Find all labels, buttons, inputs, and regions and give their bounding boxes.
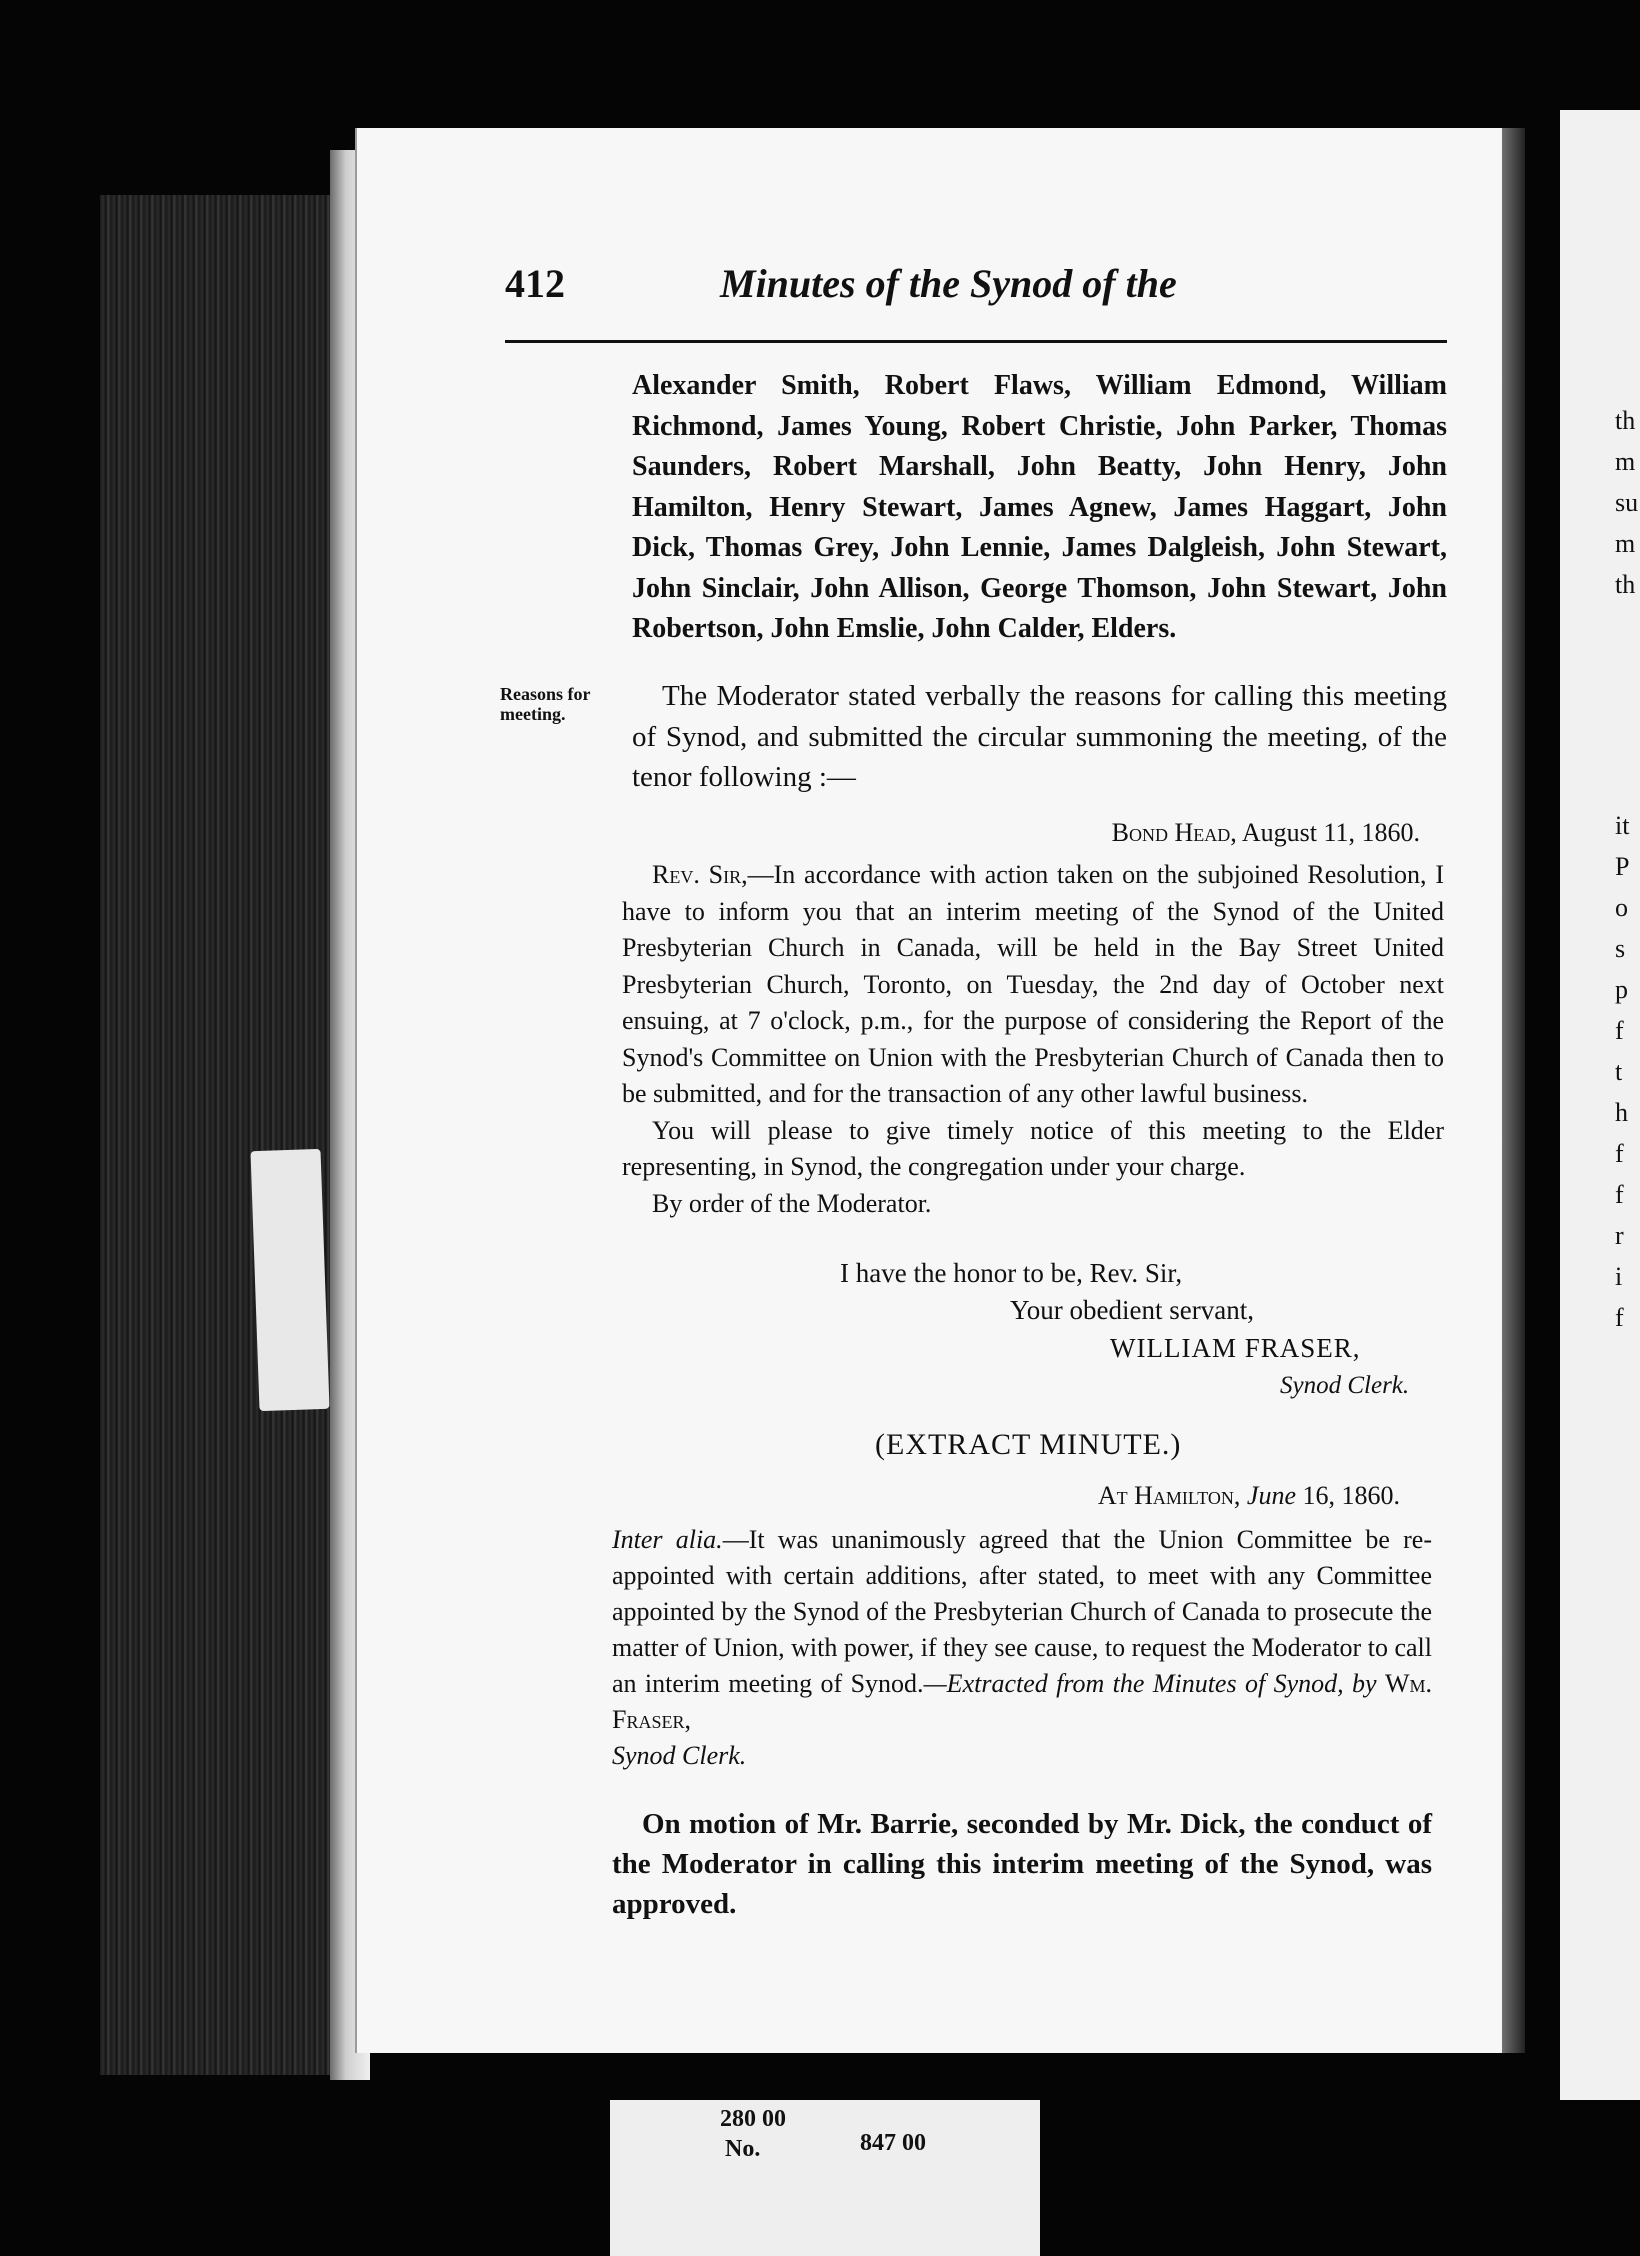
adjacent-page-letter: m (1615, 529, 1636, 558)
adjacent-page-letter: s (1615, 934, 1626, 963)
extract-place: At Hamilton, (1097, 1481, 1241, 1510)
letter-body-3: By order of the Moderator. (652, 1188, 932, 1218)
extract-attribution-title: Synod Clerk. (612, 1741, 747, 1770)
extract-minute (612, 1522, 1432, 1774)
elders-list-paragraph: Alexander Smith, Robert Flaws, William Edmond, William Richmond, James Young, Robert Christie, John Parker, Thomas Saunders, Robert Marshall, John Beatty, John Henry, John Hamilton, Henry Stewart, James Agnew, James Haggart, John Dick, Thomas Grey, John Lennie, James Dalgleish, John Stewart, John Sinclair, John Allison, George Thomson, John Stewart, John Robertson, John Emslie, John Calder, Elders. (632, 370, 1447, 644)
extract-dateline (700, 1481, 1400, 1511)
adjacent-page-letter: m (1615, 447, 1636, 476)
adjacent-page-letter: i (1615, 1262, 1623, 1291)
letter-body-2: You will please to give timely notice of this meeting to the Elder representing, in Synod, the congregation under your charge. (622, 1115, 1444, 1181)
margin-note: Reasons for meeting. (500, 684, 591, 724)
letter-closing-2: Your obedient servant, (1010, 1295, 1254, 1325)
stub-figure-3: No. (725, 2136, 761, 2162)
extract-attribution: —Extracted from the Minutes of Synod, by (923, 1669, 1377, 1698)
running-title: Minutes of the Synod of the (720, 261, 1177, 306)
circular-letter (622, 857, 1444, 1222)
adjacent-page-letter: it (1615, 811, 1630, 840)
adjacent-page-letter: p (1615, 975, 1628, 1004)
extract-heading: (EXTRACT MINUTE.) (875, 1428, 1182, 1461)
extract-month: June (1246, 1481, 1296, 1510)
extract-body: —It was unanimously agreed that the Union Committee be re-appointed with certain additions, after stated, to meet with any Committee appointed by the Synod of the Presbyterian Church of Canada to prosecute the matter of Union, with power, if they see cause, to request the Moderator to call an interim meeting of Synod. (612, 1525, 1432, 1698)
adjacent-page-letter: f (1615, 1016, 1624, 1045)
inserted-slip (250, 1149, 329, 1411)
adjacent-page-text (1615, 400, 1640, 1338)
adjacent-page-letter: su (1615, 488, 1639, 517)
stub-figure-2: 847 00 (860, 2130, 926, 2156)
letter-place: Bond Head, (1111, 818, 1237, 847)
adjacent-page-letter: h (1615, 1098, 1628, 1127)
letter-body-1: —In accordance with action taken on the subjoined Resolution, I have to inform you that an interim meeting of the Synod of the United Presbyterian Church in Canada, will be held in the Bay Street United Presbyterian Church, Toronto, on Tuesday, the 2nd day of October next ensuing, at 7 o'clock, p.m., for the purpose of considering the Report of the Synod's Committee on Union with the Presbyterian Church of Canada then to be submitted, and for the transaction of any other lawful business. (622, 860, 1445, 1108)
letter-dateline (700, 818, 1420, 848)
extract-lead: Inter alia. (612, 1525, 723, 1554)
adjacent-page-letter: t (1615, 1057, 1623, 1086)
adjacent-page-letter: r (1615, 1221, 1624, 1250)
adjacent-page-letter: f (1615, 1139, 1624, 1168)
ledger-stub (610, 2100, 1040, 2256)
page-number: 412 (505, 261, 565, 306)
header-rule (505, 340, 1447, 343)
adjacent-page-letter: th (1615, 406, 1636, 435)
adjacent-page-letter: o (1615, 893, 1628, 922)
motion-paragraph (612, 1804, 1432, 1924)
letter-salutation: Rev. Sir, (652, 860, 748, 889)
adjacent-page-letter: P (1615, 852, 1630, 881)
motion-text: On motion of Mr. Barrie, seconded by Mr. Dick, the conduct of the Moderator in calling this interim meeting of the Synod, was approved. (612, 1808, 1432, 1920)
moderator-paragraph (632, 676, 1447, 798)
letter-signer-title: Synod Clerk. (1280, 1372, 1410, 1399)
adjacent-page-letter: f (1615, 1180, 1624, 1209)
book-page-edges (100, 195, 355, 2075)
page-header (505, 260, 1445, 320)
extract-date: 16, 1860. (1302, 1481, 1400, 1510)
stub-figure-1: 280 00 (720, 2106, 786, 2132)
letter-signer: WILLIAM FRASER, (1110, 1333, 1361, 1363)
moderator-paragraph-text: The Moderator stated verbally the reasons for calling this meeting of Synod, and submitted the circular summoning the meeting, of the tenor following :— (632, 680, 1447, 793)
extract-attribution-name: Wm. Fraser, (612, 1669, 1432, 1734)
letter-closing-1: I have the honor to be, Rev. Sir, (840, 1258, 1183, 1288)
adjacent-page-letter: th (1615, 570, 1636, 599)
adjacent-page-letter: f (1615, 1303, 1624, 1332)
letter-date: August 11, 1860. (1241, 818, 1420, 847)
